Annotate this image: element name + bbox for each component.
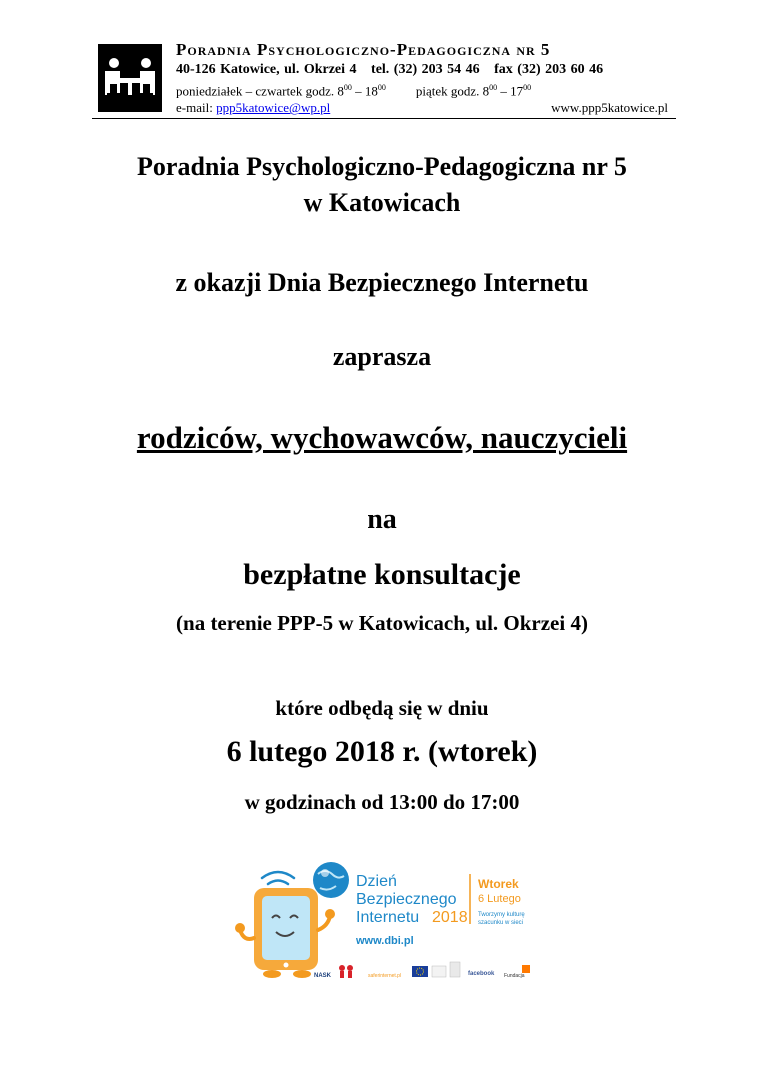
dbi-title-2: Bezpiecznego <box>356 891 457 908</box>
letterhead-divider <box>92 118 676 119</box>
event-hours: w godzinach od 13:00 do 17:00 <box>244 790 520 814</box>
institution-name: Poradnia Psychologiczno-Pedagogiczna nr 5 <box>176 40 551 59</box>
event-location: (na terenie PPP-5 w Katowicach, ul. Okrzei 4) <box>176 611 588 635</box>
hours-sup: 00 <box>377 83 386 92</box>
tablet-mascot-icon <box>235 888 335 978</box>
occasion-text: z okazji Dnia Bezpiecznego Internetu <box>175 268 589 297</box>
letterhead <box>92 40 676 120</box>
institution-address: 40-126 Katowice, ul. Okrzei 4 <box>176 62 357 77</box>
connector-text: na <box>367 504 397 535</box>
heading-institution: Poradnia Psychologiczno-Pedagogiczna nr 5 <box>137 152 627 181</box>
partner-fundacja: Fundacja <box>504 973 525 979</box>
institution-phone: tel. (32) 203 54 46 <box>371 62 480 77</box>
dbi-slogan-2: szacunku w sieci <box>478 920 524 926</box>
dbi-slogan-1: Tworzymy kulturę <box>478 912 525 918</box>
dbi-title-1: Dzień <box>356 873 397 890</box>
email-label: e-mail: <box>176 100 213 116</box>
hours-friday-end: – 17 <box>497 83 524 99</box>
institution-contact <box>176 60 676 79</box>
dbi-day: Wtorek <box>478 877 519 891</box>
opening-hours <box>176 79 676 99</box>
partner-children-icon <box>339 965 353 978</box>
partner-safer: saferinternet.pl <box>368 973 402 979</box>
partner-phone-icon <box>450 962 460 977</box>
hours-sup: 00 <box>343 83 352 92</box>
contact-line <box>176 99 676 116</box>
dbi-title-3: Internetu <box>356 909 420 926</box>
institution-fax: fax (32) 203 60 46 <box>494 62 604 77</box>
hours-sup: 00 <box>523 83 532 92</box>
partner-facebook: facebook <box>468 971 495 977</box>
globe-icon <box>313 862 349 898</box>
partner-nask: NASK <box>314 973 332 979</box>
partner-orange-icon <box>522 965 530 973</box>
dbi-logo <box>232 858 532 984</box>
wifi-icon <box>262 872 294 884</box>
event-title: bezpłatne konsultacje <box>243 558 521 591</box>
audience-text: rodziców, wychowawców, nauczycieli <box>136 420 628 455</box>
hours-friday: piątek godz. 8 <box>415 83 490 99</box>
dbi-url: www.dbi.pl <box>356 935 414 947</box>
website-text: www.ppp5katowice.pl <box>551 100 668 116</box>
event-date-intro: które odbędą się w dniu <box>275 696 489 720</box>
hours-weekdays: poniedziałek – czwartek godz. 8 <box>176 83 344 99</box>
email-link[interactable]: ppp5katowice@wp.pl <box>216 100 331 116</box>
heading-city: w Katowicach <box>303 188 461 217</box>
invite-verb: zaprasza <box>332 342 432 371</box>
hours-weekdays-end: – 18 <box>351 83 378 99</box>
eu-flag-icon <box>412 966 428 977</box>
partner-badge-icon <box>432 966 446 977</box>
dbi-date: 6 Lutego <box>478 893 521 905</box>
event-date: 6 lutego 2018 r. (wtorek) <box>226 735 538 768</box>
hours-sup: 00 <box>489 83 498 92</box>
counseling-people-icon <box>98 44 162 112</box>
dbi-year: 2018 <box>432 909 468 926</box>
